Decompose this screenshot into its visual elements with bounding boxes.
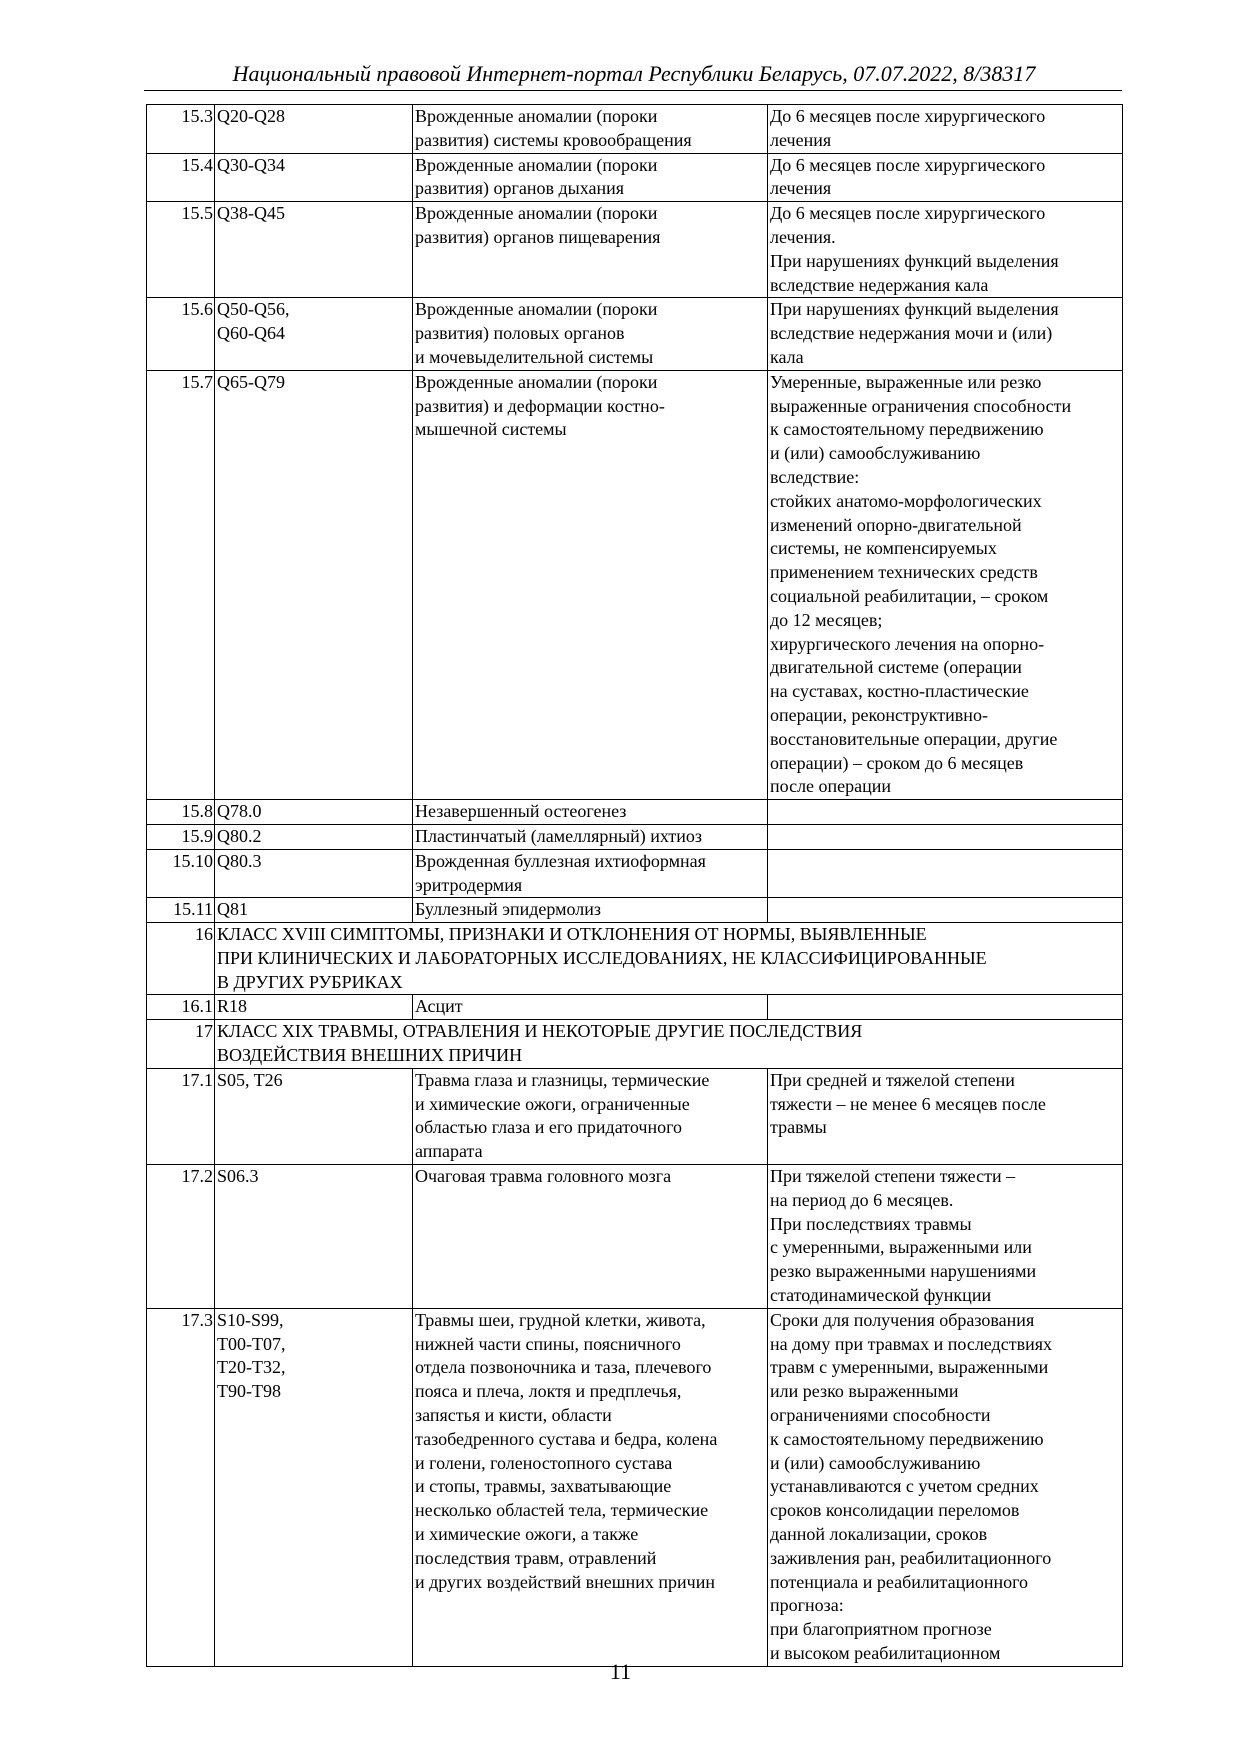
table-body [147,105,1123,1667]
table-row [147,105,1123,154]
row-number: 17 [147,1020,215,1069]
icd-code: Q81 [215,898,413,923]
table-row [147,824,1123,849]
table-row [147,1068,1123,1164]
table-row [147,298,1123,370]
table-row [147,1308,1123,1666]
table-row [147,153,1123,202]
disease-name: Незавершенный остеогенез [413,800,768,825]
table-row [147,370,1123,799]
row-number: 17.3 [147,1308,215,1666]
disease-name: Врожденные аномалии (пороки развития) и деформации костно- мышечной системы [413,370,768,799]
row-number: 16 [147,923,215,995]
note [768,898,1123,923]
disease-name: Травма глаза и глазницы, термические и химические ожоги, ограниченные областью глаза и его придаточного аппарата [413,1068,768,1164]
disease-name: Врожденные аномалии (пороки развития) органов дыхания [413,153,768,202]
disease-name: Врожденные аномалии (пороки развития) органов пищеварения [413,202,768,298]
note: Умеренные, выраженные или резко выраженные ограничения способности к самостоятельному передвижению и (или) самообслуживанию вследствие: стойких анатомо-морфологических изменений опорно-двигательной системы, не компенсируемых применением технических средств социальной реабилитации, – сроком до 12 месяцев; хирургического лечения на опорно- двигательной системе (операции на суставах, костно-пластические операции, реконструктивно- восстановительные операции, другие операции) – сроком до 6 месяцев после операции [768,370,1123,799]
header-rule [144,90,1122,91]
row-number: 15.5 [147,202,215,298]
disease-name: Врожденная буллезная ихтиоформная эритродермия [413,849,768,898]
row-number: 15.11 [147,898,215,923]
row-number: 15.7 [147,370,215,799]
icd-code: S05, T26 [215,1068,413,1164]
note [768,824,1123,849]
disease-name: Врожденные аномалии (пороки развития) половых органов и мочевыделительной системы [413,298,768,370]
icd-code: S10-S99, T00-T07, T20-T32, T90-T98 [215,1308,413,1666]
class-title: КЛАСС XVIII СИМПТОМЫ, ПРИЗНАКИ И ОТКЛОНЕНИЯ ОТ НОРМЫ, ВЫЯВЛЕННЫЕ ПРИ КЛИНИЧЕСКИХ И ЛАБОРАТОРНЫХ ИССЛЕДОВАНИЯХ, НЕ КЛАССИФИЦИРОВАННЫЕ В ДРУГИХ РУБРИКАХ [215,923,1123,995]
note: До 6 месяцев после хирургического лечения [768,105,1123,154]
row-number: 15.9 [147,824,215,849]
disease-name: Травмы шеи, грудной клетки, живота, нижней части спины, поясничного отдела позвоночника и таза, плечевого пояса и плеча, локтя и предплечья, запястья и кисти, области тазобедренного сустава и бедра, колена и голени, голеностопного сустава и стопы, травмы, захватывающие несколько областей тела, термические и химические ожоги, а также последствия травм, отравлений и других воздействий внешних причин [413,1308,768,1666]
icd-code: Q30-Q34 [215,153,413,202]
page-number: 11 [609,1659,632,1684]
note: До 6 месяцев после хирургического лечения. При нарушениях функций выделения вследствие недержания кала [768,202,1123,298]
disease-name: Пластинчатый (ламеллярный) ихтиоз [413,824,768,849]
row-number: 17.2 [147,1165,215,1309]
note [768,995,1123,1020]
icd-code: Q20-Q28 [215,105,413,154]
row-number: 15.10 [147,849,215,898]
table-row [147,849,1123,898]
icd-code: Q38-Q45 [215,202,413,298]
note: При средней и тяжелой степени тяжести – не менее 6 месяцев после травмы [768,1068,1123,1164]
row-number: 15.8 [147,800,215,825]
row-number: 15.3 [147,105,215,154]
icd-code: Q80.3 [215,849,413,898]
disease-name: Буллезный эпидермолиз [413,898,768,923]
disease-name: Асцит [413,995,768,1020]
icd-code: Q78.0 [215,800,413,825]
disease-name: Очаговая травма головного мозга [413,1165,768,1309]
class-heading-row [147,1020,1123,1069]
icd-code: R18 [215,995,413,1020]
disease-table [146,104,1123,1667]
icd-code: Q65-Q79 [215,370,413,799]
note: При нарушениях функций выделения вследствие недержания мочи и (или) кала [768,298,1123,370]
class-title: КЛАСС XIX ТРАВМЫ, ОТРАВЛЕНИЯ И НЕКОТОРЫЕ ДРУГИЕ ПОСЛЕДСТВИЯ ВОЗДЕЙСТВИЯ ВНЕШНИХ ПРИЧИН [215,1020,1123,1069]
table-row [147,202,1123,298]
row-number: 17.1 [147,1068,215,1164]
note: Сроки для получения образования на дому при травмах и последствиях травм с умеренными, выраженными или резко выраженными ограничениями способности к самостоятельному передвижению и (или) самообслуживанию устанавливаются с учетом средних сроков консолидации переломов данной локализации, сроков заживления ран, реабилитационного потенциала и реабилитационного прогноза: при благоприятном прогнозе и высоком реабилитационном [768,1308,1123,1666]
note [768,800,1123,825]
note [768,849,1123,898]
page-header: Национальный правовой Интернет-портал Республики Беларусь, 07.07.2022, 8/38317 [232,61,1036,86]
note: При тяжелой степени тяжести – на период до 6 месяцев. При последствиях травмы с умеренными, выраженными или резко выраженными нарушениями статодинамической функции [768,1165,1123,1309]
table-row [147,898,1123,923]
table-row [147,800,1123,825]
row-number: 15.6 [147,298,215,370]
icd-code: Q50-Q56, Q60-Q64 [215,298,413,370]
table-row [147,1165,1123,1309]
class-heading-row [147,923,1123,995]
icd-code: Q80.2 [215,824,413,849]
table-row [147,995,1123,1020]
note: До 6 месяцев после хирургического лечения [768,153,1123,202]
icd-code: S06.3 [215,1165,413,1309]
row-number: 15.4 [147,153,215,202]
row-number: 16.1 [147,995,215,1020]
disease-name: Врожденные аномалии (пороки развития) системы кровообращения [413,105,768,154]
